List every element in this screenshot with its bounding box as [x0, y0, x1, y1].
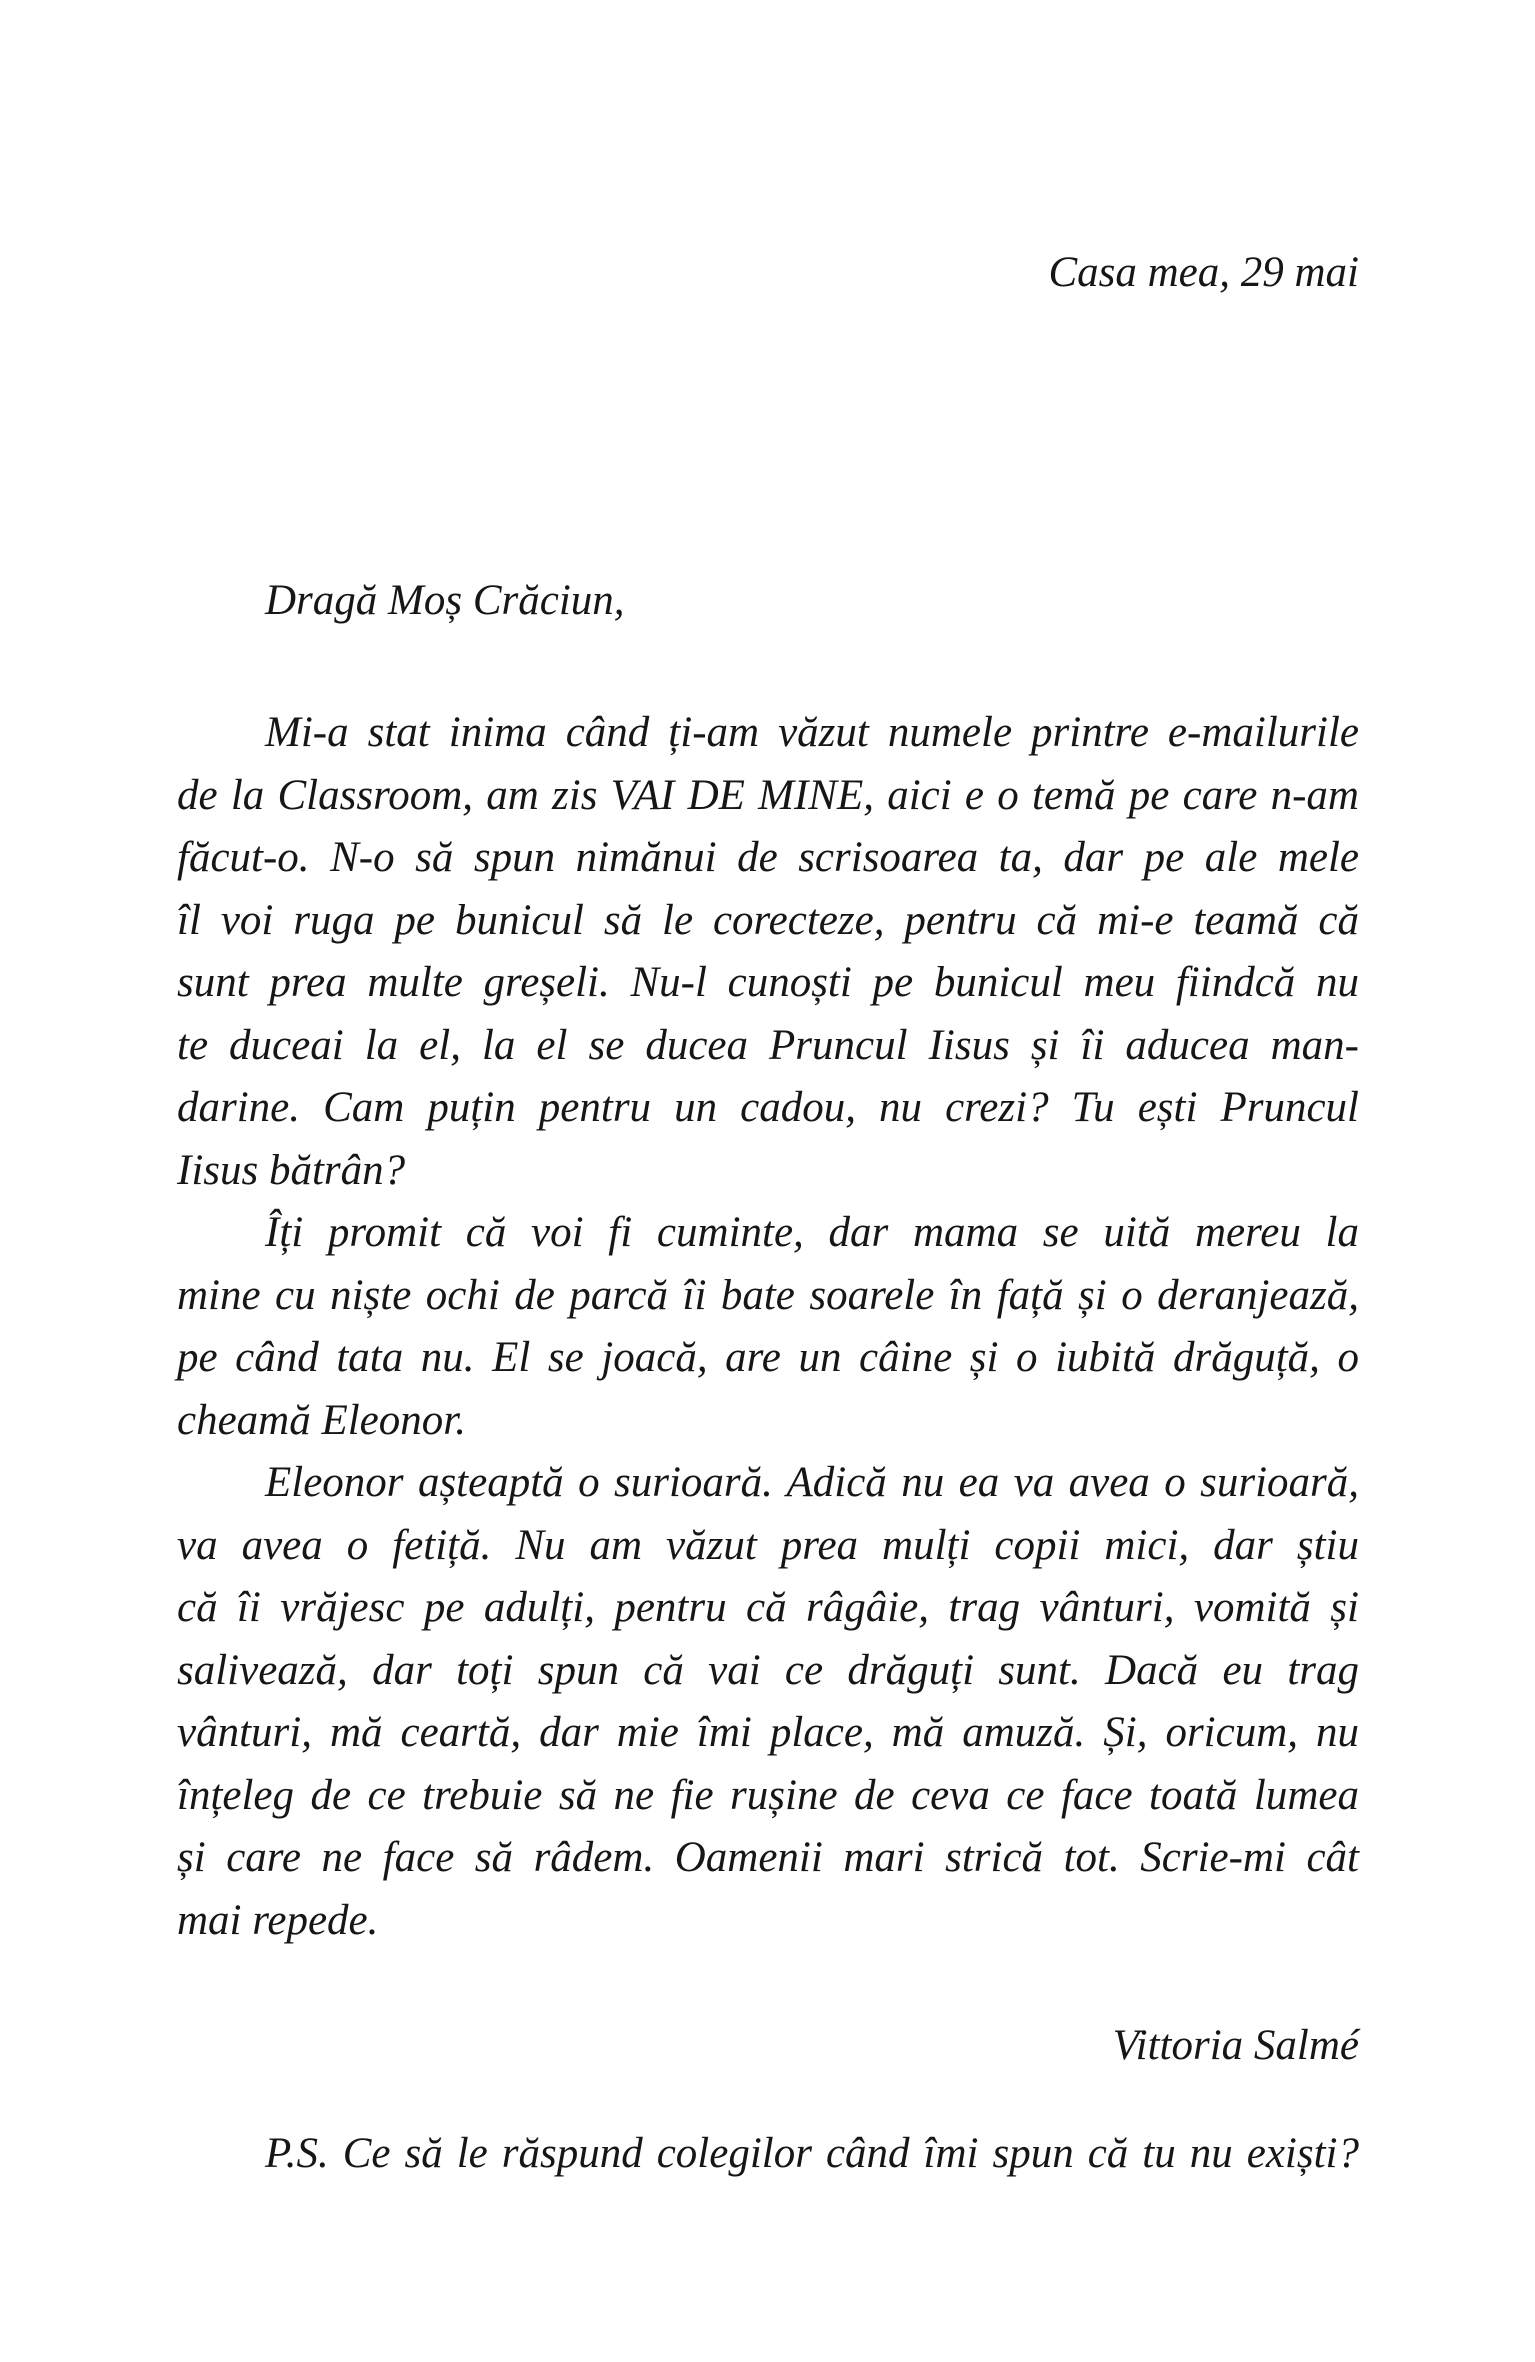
text-line: că îi vrăjesc pe adulți, pentru că râgâie, trag vânturi, vomită și — [177, 1584, 1359, 1631]
text-line: de la Classroom, am zis VAI DE MINE, aici e o temă pe care n-am — [177, 771, 1359, 819]
letter-dateline: Casa mea, 29 mai — [1048, 249, 1359, 296]
text-line: vânturi, mă ceartă, dar mie îmi place, mă amuză. Și, oricum, nu — [177, 1709, 1359, 1756]
text-line: mine cu niște ochi de parcă îi bate soarele în față și o deranjează, — [177, 1271, 1359, 1319]
text-line: te duceai la el, la el se ducea Pruncul Iisus și îi aducea man- — [177, 1021, 1359, 1069]
text-line: salivează, dar toți spun că vai ce drăguți sunt. Dacă eu trag — [177, 1646, 1359, 1694]
letter-paragraph-3 — [177, 1452, 1359, 1952]
text-line: Eleonor așteaptă o surioară. Adică nu ea va avea o surioară, — [265, 1459, 1359, 1506]
letter-postscript: P.S. Ce să le răspund colegilor când îmi spun că tu nu exiști? — [265, 2129, 1359, 2177]
text-line: înțeleg de ce trebuie să ne fie rușine de ceva ce face toată lumea — [177, 1771, 1359, 1819]
text-line: sunt prea multe greșeli. Nu-l cunoști pe bunicul meu fiindcă nu — [177, 959, 1359, 1006]
text-line: Iisus bătrân? — [177, 1146, 406, 1194]
letter-salutation: Dragă Moș Crăciun, — [265, 576, 625, 624]
text-line: și care ne face să râdem. Oamenii mari strică tot. Scrie-mi cât — [177, 1834, 1359, 1881]
text-line: pe când tata nu. El se joacă, are un câine și o iubită drăguță, o — [177, 1334, 1359, 1381]
text-line: mai repede. — [177, 1896, 379, 1944]
text-line: cheamă Eleonor. — [177, 1396, 466, 1444]
letter-paragraph-1 — [177, 702, 1359, 1202]
text-line: va avea o fetiță. Nu am văzut prea mulți copii mici, dar știu — [177, 1521, 1359, 1569]
text-line: Mi-a stat inima când ți-am văzut numele printre e-mailurile — [265, 709, 1359, 756]
text-line: darine. Cam puțin pentru un cadou, nu crezi? Tu ești Pruncul — [177, 1084, 1359, 1131]
letter-paragraph-2 — [177, 1202, 1359, 1452]
text-line: făcut-o. N-o să spun nimănui de scrisoarea ta, dar pe ale mele — [177, 834, 1359, 881]
letter-body — [177, 0, 1359, 2185]
text-line: Îți promit că voi fi cuminte, dar mama se uită mereu la — [265, 1209, 1359, 1256]
text-line: îl voi ruga pe bunicul să le corecteze, pentru că mi-e teamă că — [177, 896, 1359, 944]
letter-signature: Vittoria Salmé — [1112, 2022, 1359, 2069]
